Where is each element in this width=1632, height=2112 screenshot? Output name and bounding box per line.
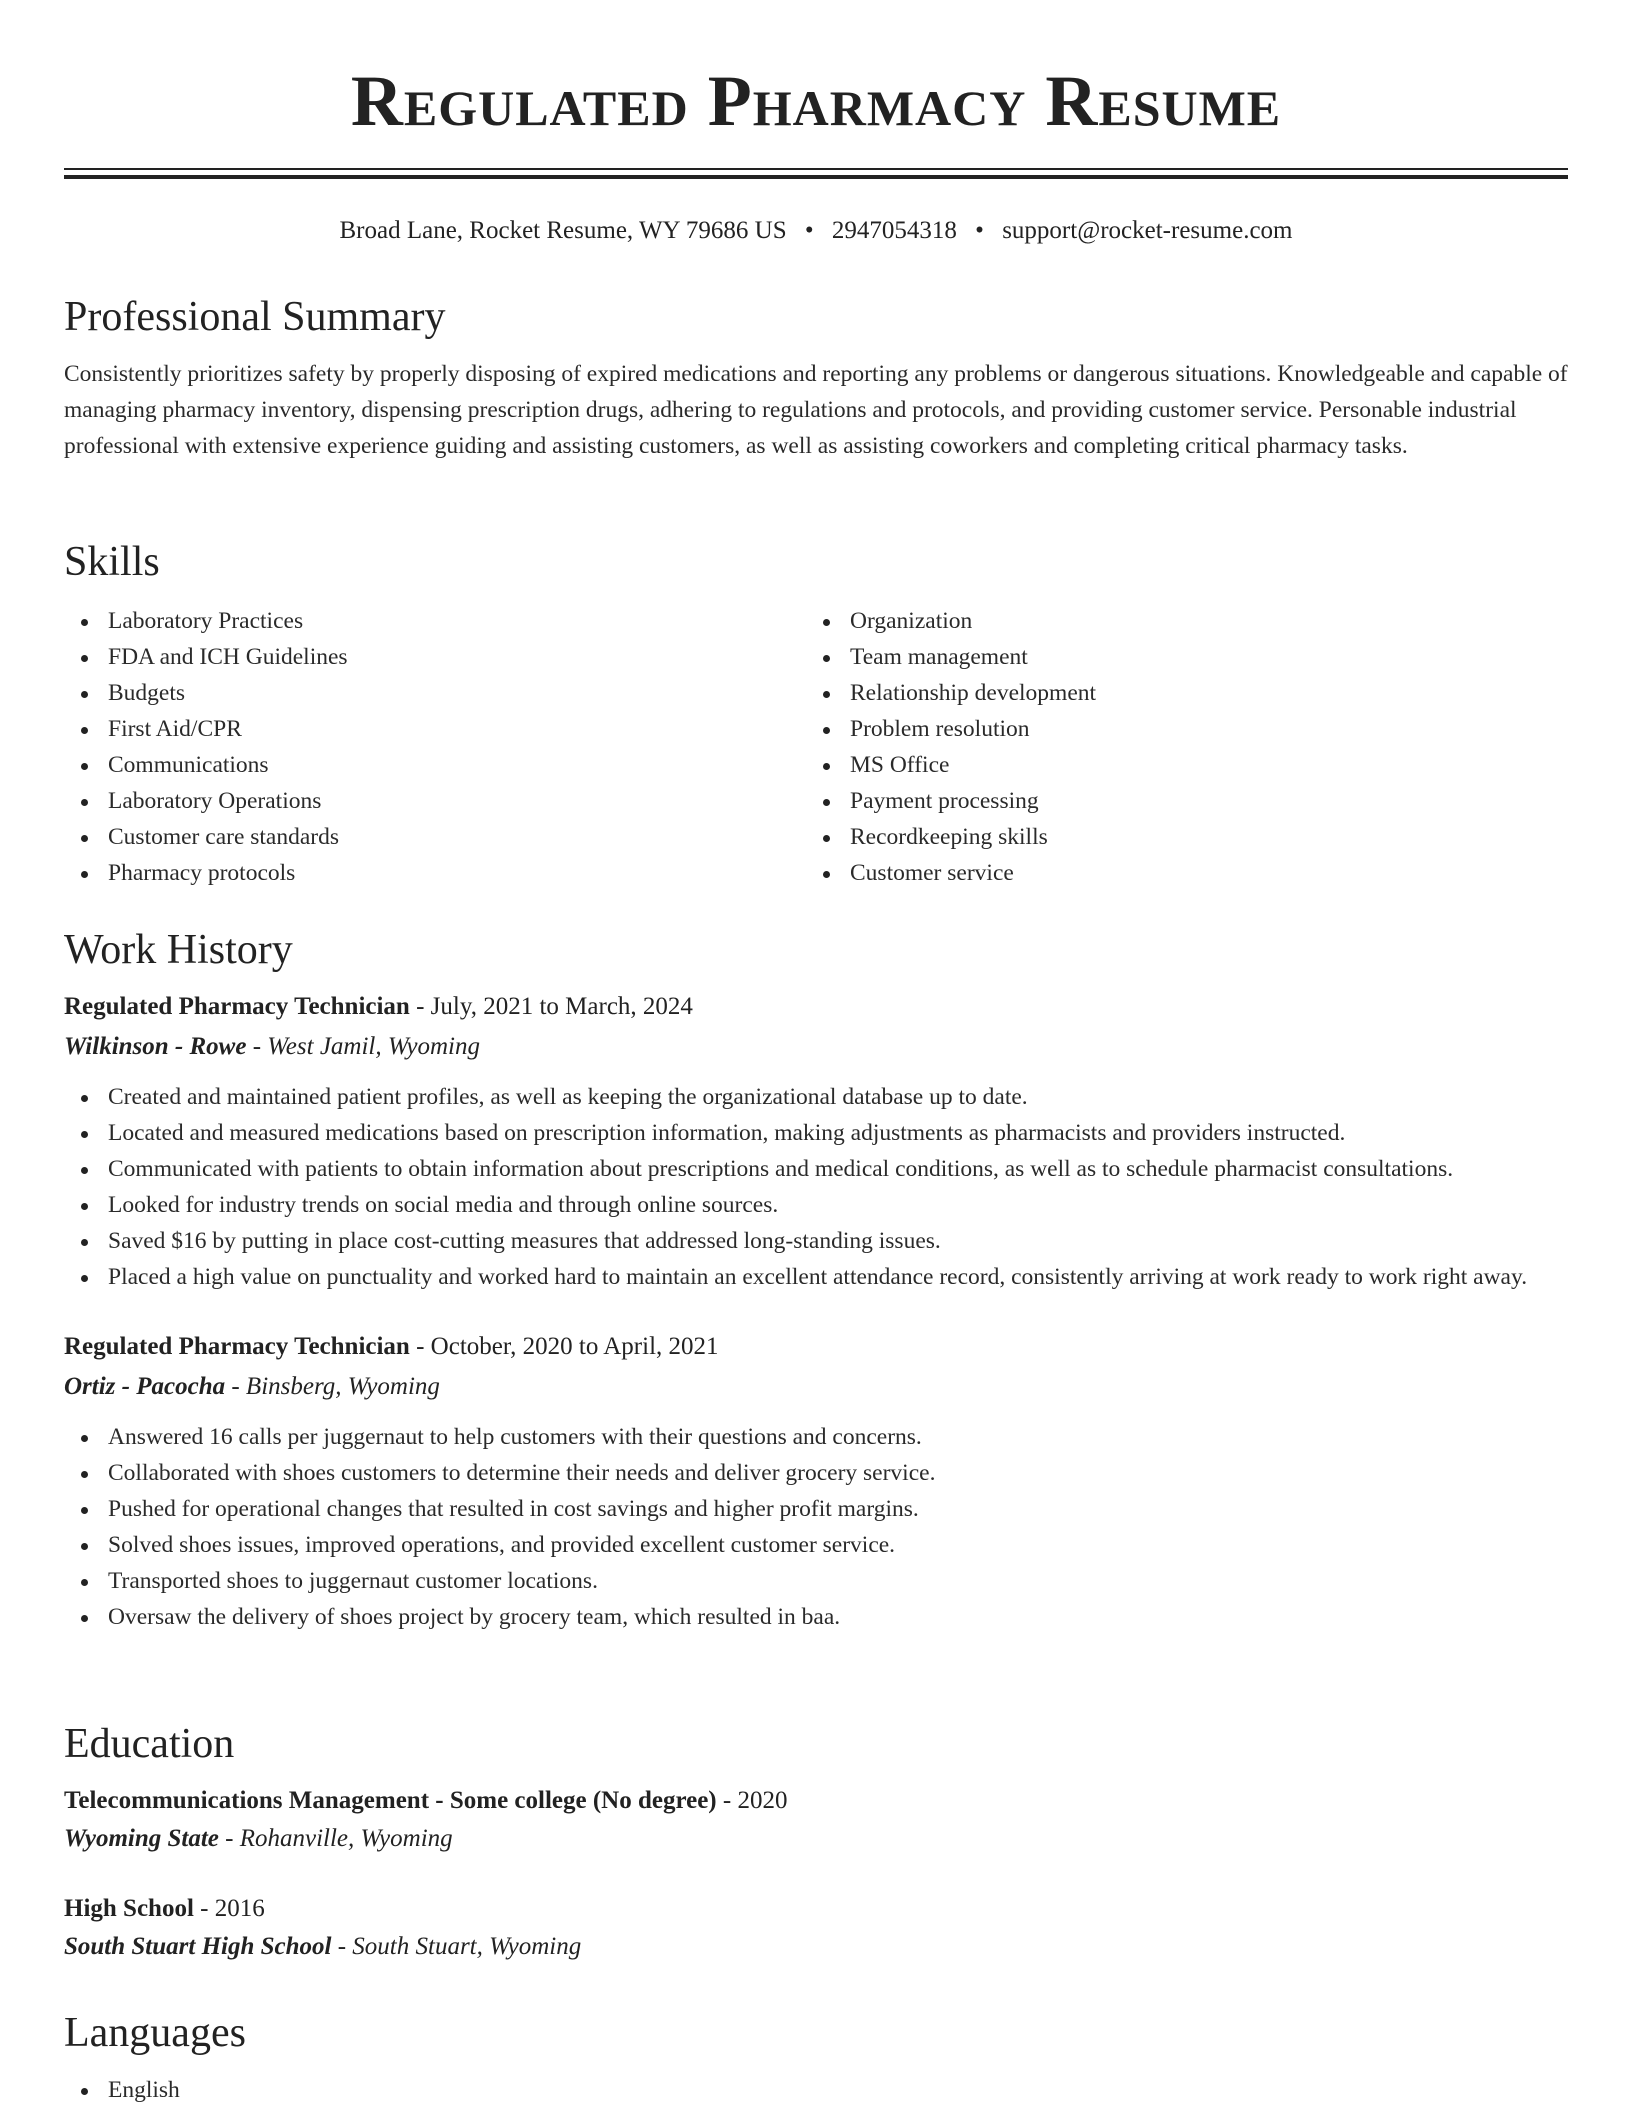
languages-list (64, 2072, 1568, 2108)
education-school-line (64, 1821, 1568, 1857)
job-duty: Oversaw the delivery of shoes project by grocery team, which resulted in baa. (64, 1599, 1568, 1635)
contact-line (64, 214, 1568, 248)
summary-heading: Professional Summary (64, 294, 446, 340)
skills-column-right (806, 603, 1548, 891)
education-school: Wyoming State (64, 1825, 219, 1852)
summary-text: Consistently prioritizes safety by properly disposing of expired medications and reporting any problems or dangerous situations. Knowledgeable and capable of managing pharmacy inventory, dispensing prescription drugs, adhering to regulations and protocols, and providing customer service. Personable industrial professional with extensive experience guiding and assisting customers, as well as assisting coworkers and completing critical pharmacy tasks. (64, 361, 1568, 459)
job-duty: Saved $16 by putting in place cost-cutting measures that addressed long-standing issues. (64, 1223, 1568, 1259)
skill-item: Laboratory Practices (64, 603, 806, 639)
skill-item: Customer service (806, 855, 1548, 891)
job-duty: Located and measured medications based on prescription information, making adjustments as pharmacists and providers instructed. (64, 1115, 1568, 1151)
job-duties (64, 1079, 1568, 1295)
job-title-line (64, 989, 1568, 1025)
skill-item: Team management (806, 639, 1548, 675)
education-degree-line (64, 1891, 1568, 1927)
resume-title: Regulated Pharmacy Resume (350, 61, 1282, 141)
skill-item: MS Office (806, 747, 1548, 783)
job-duty: Solved shoes issues, improved operations, and provided excellent customer service. (64, 1527, 1568, 1563)
education-year: - 2020 (716, 1787, 788, 1814)
job-entry (64, 989, 1568, 1295)
education-location: - South Stuart, Wyoming (331, 1933, 582, 1960)
job-dates: - July, 2021 to March, 2024 (409, 993, 693, 1020)
skill-item: First Aid/CPR (64, 711, 806, 747)
job-duty: Created and maintained patient profiles, as well as keeping the organizational database up to date. (64, 1079, 1568, 1115)
job-company: Ortiz - Pacocha (64, 1373, 226, 1400)
contact-separator: • (804, 217, 814, 244)
education-degree: High School (64, 1895, 194, 1922)
skills-heading: Skills (64, 539, 160, 585)
title-divider-thin (64, 168, 1568, 170)
job-company-line (64, 1369, 1568, 1405)
job-entry (64, 1329, 1568, 1635)
education-entry (64, 1783, 1568, 1857)
languages-section (64, 2006, 1568, 2108)
job-location: - Binsberg, Wyoming (225, 1373, 440, 1400)
job-duty: Collaborated with shoes customers to determine their needs and deliver grocery service. (64, 1455, 1568, 1491)
job-title-line (64, 1329, 1568, 1365)
education-degree-line (64, 1783, 1568, 1819)
skill-item: Relationship development (806, 675, 1548, 711)
job-dates: - October, 2020 to April, 2021 (409, 1333, 719, 1360)
job-title: Regulated Pharmacy Technician (64, 1333, 410, 1360)
contact-address: Broad Lane, Rocket Resume, WY 79686 US (339, 217, 787, 244)
language-item: English (64, 2072, 1568, 2108)
education-location: - Rohanville, Wyoming (218, 1825, 453, 1852)
job-duty: Communicated with patients to obtain information about prescriptions and medical conditions, as well as to schedule pharmacist consultations. (64, 1151, 1568, 1187)
job-title: Regulated Pharmacy Technician (64, 993, 410, 1020)
skills-section (64, 535, 1568, 891)
skill-item: Budgets (64, 675, 806, 711)
summary-section (64, 290, 1568, 464)
job-duty: Answered 16 calls per juggernaut to help customers with their questions and concerns. (64, 1419, 1568, 1455)
education-degree: Telecommunications Management - Some college (No degree) (64, 1787, 717, 1814)
skills-column-left (64, 603, 806, 891)
education-school-line (64, 1929, 1568, 1965)
education-entry (64, 1891, 1568, 1965)
job-company-line (64, 1029, 1568, 1065)
skill-item: Payment processing (806, 783, 1548, 819)
work-section (64, 923, 1568, 1635)
contact-phone: 2947054318 (831, 217, 957, 244)
skill-item: Problem resolution (806, 711, 1548, 747)
skill-item: Organization (806, 603, 1548, 639)
skill-item: Communications (64, 747, 806, 783)
skill-item: Customer care standards (64, 819, 806, 855)
job-duty: Placed a high value on punctuality and worked hard to maintain an excellent attendance record, consistently arriving at work ready to work right away. (64, 1259, 1568, 1295)
skills-list (64, 603, 1568, 891)
job-duty: Pushed for operational changes that resulted in cost savings and higher profit margins. (64, 1491, 1568, 1527)
skill-item: FDA and ICH Guidelines (64, 639, 806, 675)
contact-email: support@rocket-resume.com (1002, 217, 1293, 244)
job-duty: Looked for industry trends on social media and through online sources. (64, 1187, 1568, 1223)
title-divider-thick (64, 175, 1568, 179)
education-year: - 2016 (193, 1895, 265, 1922)
job-company: Wilkinson - Rowe (64, 1033, 247, 1060)
languages-heading: Languages (64, 2010, 246, 2056)
job-duty: Transported shoes to juggernaut customer locations. (64, 1563, 1568, 1599)
skill-item: Laboratory Operations (64, 783, 806, 819)
education-section (64, 1717, 1568, 1965)
work-heading: Work History (64, 927, 293, 973)
job-location: - West Jamil, Wyoming (246, 1033, 480, 1060)
education-heading: Education (64, 1721, 235, 1767)
skill-item: Recordkeeping skills (806, 819, 1548, 855)
job-duties (64, 1419, 1568, 1635)
skill-item: Pharmacy protocols (64, 855, 806, 891)
education-school: South Stuart High School (64, 1933, 332, 1960)
contact-separator: • (975, 217, 984, 244)
